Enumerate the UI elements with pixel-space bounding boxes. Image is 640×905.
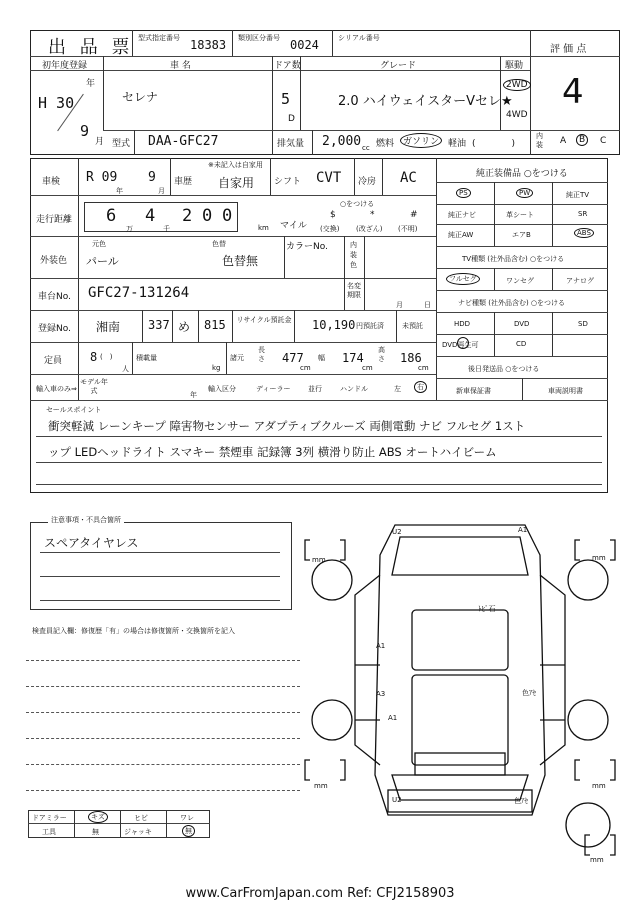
tv-oneseg: ワンセグ bbox=[506, 277, 534, 285]
inspection-month: 9 bbox=[148, 170, 156, 185]
drive-4wd: 4WD bbox=[506, 110, 528, 120]
koukan: (交換) bbox=[320, 225, 340, 233]
width-cm: cm bbox=[362, 364, 373, 372]
history-note: ※未記入は自家用 bbox=[208, 161, 263, 169]
kg-unit: kg bbox=[212, 364, 221, 372]
inspection-year-unit: 年 bbox=[116, 187, 123, 195]
mm-rl: mm bbox=[314, 782, 328, 790]
reg-num: 815 bbox=[204, 318, 226, 332]
interior-b: B bbox=[576, 134, 588, 146]
mark-a1-left-rear: A1 bbox=[388, 714, 398, 722]
ac-value: AC bbox=[400, 170, 417, 186]
recycle-status: 未預託 bbox=[402, 322, 423, 330]
jack-value: 無 bbox=[182, 825, 195, 837]
equip-leather: 革シート bbox=[506, 211, 534, 219]
import-label: 輸入車のみ⇒ bbox=[36, 385, 77, 393]
recycle-value: 10,190 bbox=[312, 318, 356, 332]
first-reg-label: 初年度登録 bbox=[42, 61, 88, 71]
doors-value: 5 bbox=[281, 90, 291, 108]
equip-navi: 純正ナビ bbox=[448, 211, 476, 219]
mark-u2-rear: U2 bbox=[392, 796, 402, 804]
color-no-label: カラーNo. bbox=[286, 242, 328, 252]
mile-label: マイル bbox=[280, 221, 307, 231]
length-label: 長さ bbox=[258, 346, 265, 363]
serial-label: シリアル番号 bbox=[338, 34, 380, 42]
length-value: 477 bbox=[282, 351, 304, 365]
tools-value: 無 bbox=[92, 828, 99, 836]
page-title: 出 品 票 bbox=[48, 37, 134, 58]
dealer: ディーラー bbox=[256, 385, 291, 393]
mark-fade-rear: 色ｱｾ bbox=[514, 797, 528, 805]
model-year-label: モデル年式 bbox=[80, 378, 108, 395]
man-unit: 万 bbox=[126, 225, 133, 233]
diesel-label: 軽油 bbox=[448, 139, 467, 149]
car-name: セレナ bbox=[122, 90, 159, 104]
height-cm: cm bbox=[418, 364, 429, 372]
height-value: 186 bbox=[400, 351, 422, 365]
inspector-label: 検査員記入欄：修復歴「有」の場合は修復箇所・交換箇所を記入 bbox=[32, 627, 235, 635]
cc-unit: cc bbox=[362, 144, 370, 152]
sharp-mark: # bbox=[410, 210, 418, 220]
equip-aw: 純正AW bbox=[448, 231, 474, 239]
navi-sd: SD bbox=[578, 320, 588, 328]
month-label-2: 月 bbox=[396, 301, 403, 309]
navi-dvd-play: DVD再生可 bbox=[442, 341, 479, 349]
first-reg-era: H 30 bbox=[38, 94, 75, 112]
interior-a: A bbox=[560, 136, 567, 146]
height-label: 高さ bbox=[378, 346, 385, 363]
mark-u2-front: U2 bbox=[392, 528, 402, 536]
width-label: 幅 bbox=[318, 354, 325, 362]
mileage-digit-1: 6 bbox=[106, 206, 117, 226]
car-name-label: 車 名 bbox=[170, 61, 191, 71]
load-label: 積載量 bbox=[136, 354, 157, 362]
equip-airbag: エアB bbox=[512, 231, 531, 239]
dims-label: 諸元 bbox=[230, 354, 244, 362]
later-warranty: 新車保証書 bbox=[456, 387, 491, 395]
recycle-unit: 円預託済 bbox=[356, 322, 384, 330]
mileage-tsukeru: ○をつける bbox=[340, 200, 375, 208]
score-label: 評 価 点 bbox=[550, 44, 587, 55]
equip-tv: 純正TV bbox=[566, 191, 590, 199]
inspection-label: 車検 bbox=[42, 177, 61, 187]
grade-label: グレード bbox=[380, 61, 417, 71]
mirror-scratch: キズ bbox=[88, 811, 108, 823]
reg-class: 337 bbox=[148, 318, 170, 332]
year-unit: 年 bbox=[86, 79, 96, 89]
score-value: 4 bbox=[562, 72, 584, 112]
mileage-digit-5: 0 bbox=[222, 206, 233, 226]
mark-fade-right: 色ｱｾ bbox=[522, 689, 536, 697]
type-label: 型式 bbox=[112, 139, 131, 149]
chassis-label: 車台No. bbox=[38, 292, 71, 302]
dollar-mark: $ bbox=[330, 210, 336, 220]
type-value: DAA-GFC27 bbox=[148, 134, 219, 149]
equip-sr: SR bbox=[578, 210, 588, 218]
inspection-month-unit: 月 bbox=[158, 187, 165, 195]
navi-dvd: DVD bbox=[514, 320, 530, 328]
tv-fullseg: フルセグ bbox=[446, 273, 480, 285]
handle-right: 右 bbox=[414, 381, 427, 393]
tools-label: 工具 bbox=[42, 828, 56, 836]
parallel: 並行 bbox=[308, 385, 322, 393]
km-unit: km bbox=[258, 224, 269, 232]
orig-color-label: 元色 bbox=[92, 240, 106, 248]
reg-kana: め bbox=[178, 320, 191, 334]
car-diagram bbox=[300, 515, 620, 870]
handle-left: 左 bbox=[394, 385, 401, 393]
person-unit: 人 bbox=[122, 365, 129, 373]
category: 0024 bbox=[290, 38, 319, 52]
width-value: 174 bbox=[342, 351, 364, 365]
notes-line1: スペアタイヤレス bbox=[44, 536, 139, 550]
mm-fl: mm bbox=[312, 556, 326, 564]
int-color-label: 内装色 bbox=[350, 241, 357, 269]
mirror-crack: ヒビ bbox=[134, 814, 148, 822]
fuel-value: ガソリン bbox=[400, 133, 442, 148]
kaizan: (改ざん) bbox=[356, 225, 383, 233]
mm-rr: mm bbox=[592, 782, 606, 790]
navi-title: ナビ種類 (社外品含む) ○をつける bbox=[458, 299, 566, 307]
fumei: (不明) bbox=[398, 225, 418, 233]
mirror-break: ワレ bbox=[180, 814, 194, 822]
displacement-label: 排気量 bbox=[277, 139, 305, 149]
navi-hdd: HDD bbox=[454, 320, 471, 328]
selling-points-line1: 衝突軽減 レーンキープ 障害物センサー アダプティブクルーズ 両側電動 ナビ フルセグ 1スト bbox=[48, 419, 526, 433]
selling-points-line2: ップ LEDヘッドライト スマキー 禁煙車 記録簿 3列 横滑り防止 ABS オートハイビーム bbox=[48, 445, 497, 459]
ac-label: 冷房 bbox=[358, 177, 377, 187]
mm-fr: mm bbox=[592, 554, 606, 562]
fuel-paren: ( ) bbox=[472, 139, 516, 149]
star-mark: * bbox=[370, 210, 375, 220]
interior-c: C bbox=[600, 136, 607, 146]
navi-cd: CD bbox=[516, 340, 527, 348]
mark-a1-left: A1 bbox=[376, 642, 386, 650]
reg-area: 湘南 bbox=[96, 320, 121, 334]
equip-abs: ABS bbox=[574, 228, 594, 238]
drive-label: 駆動 bbox=[505, 61, 524, 71]
footer-ref: www.CarFromJapan.com Ref: CFJ2158903 bbox=[185, 886, 455, 901]
mark-chip: ﾄﾋﾞ石 bbox=[478, 605, 496, 613]
equip-pw: PW bbox=[516, 188, 533, 198]
category-label: 類別区分番号 bbox=[238, 34, 280, 42]
reg-label: 登録No. bbox=[38, 324, 71, 334]
doors-label: ドア数 bbox=[274, 61, 301, 71]
handle-label: ハンドル bbox=[340, 385, 368, 393]
import-type-label: 輸入区分 bbox=[208, 385, 236, 393]
model-code: 18383 bbox=[190, 38, 227, 52]
equipment-title: 純正装備品 ○をつける bbox=[476, 169, 568, 179]
name-expiry-label: 名変期限 bbox=[347, 282, 361, 299]
capacity-paren: ( ) bbox=[100, 353, 113, 361]
navi-dvd-play-mark bbox=[457, 337, 469, 349]
grade-value: 2.0 ハイウェイスターVセレ★ bbox=[338, 94, 513, 109]
inspection-value: R 09 bbox=[86, 170, 118, 185]
drive-2wd: 2WD bbox=[503, 79, 531, 91]
fuel-label: 燃料 bbox=[376, 139, 395, 149]
first-reg-month: 9 bbox=[80, 122, 90, 140]
recycle-label: リサイクル預託金 bbox=[236, 316, 292, 324]
mm-spare: mm bbox=[590, 856, 604, 864]
notes-label: 注意事項・不具合箇所 bbox=[48, 515, 124, 525]
sen-unit: 千 bbox=[163, 225, 170, 233]
chassis-value: GFC27-131264 bbox=[88, 285, 190, 301]
repaint-label: 色替 bbox=[212, 240, 226, 248]
equip-ps: PS bbox=[456, 188, 471, 198]
day-label: 日 bbox=[424, 301, 431, 309]
model-year-unit: 年 bbox=[190, 391, 197, 399]
mileage-digit-4: 0 bbox=[202, 206, 213, 226]
mileage-digit-2: 4 bbox=[145, 206, 156, 226]
model-code-label: 型式指定番号 bbox=[138, 34, 180, 42]
mileage-digit-3: 2 bbox=[182, 206, 193, 226]
capacity-value: 8 bbox=[90, 350, 98, 364]
capacity-label: 定員 bbox=[44, 356, 63, 366]
later-manual: 車両説明書 bbox=[548, 387, 583, 395]
shift-value: CVT bbox=[316, 170, 342, 186]
mirror-label: ドアミラー bbox=[32, 814, 67, 822]
tv-title: TV種類 (社外品含む) ○をつける bbox=[462, 255, 565, 263]
repaint-value: 色替無 bbox=[222, 254, 259, 268]
mileage-label: 走行距離 bbox=[36, 215, 73, 225]
displacement-value: 2,000 bbox=[322, 134, 362, 149]
tv-analog: アナログ bbox=[566, 277, 594, 285]
color-label: 外装色 bbox=[40, 256, 68, 266]
mark-a1-front: A1 bbox=[518, 526, 528, 534]
mark-a3-left: A3 bbox=[376, 690, 386, 698]
interior-label: 内装 bbox=[536, 132, 543, 149]
selling-points-label: セールスポイント bbox=[46, 406, 102, 414]
orig-color: パール bbox=[86, 255, 119, 268]
length-cm: cm bbox=[300, 364, 311, 372]
history-value: 自家用 bbox=[218, 176, 255, 190]
later-title: 後日発送品 ○をつける bbox=[468, 365, 540, 373]
shift-label: シフト bbox=[274, 177, 302, 187]
month-unit: 月 bbox=[95, 137, 105, 147]
history-label: 車歴 bbox=[174, 177, 193, 187]
door-type: D bbox=[288, 114, 295, 124]
jack-label: ジャッキ bbox=[124, 828, 152, 836]
